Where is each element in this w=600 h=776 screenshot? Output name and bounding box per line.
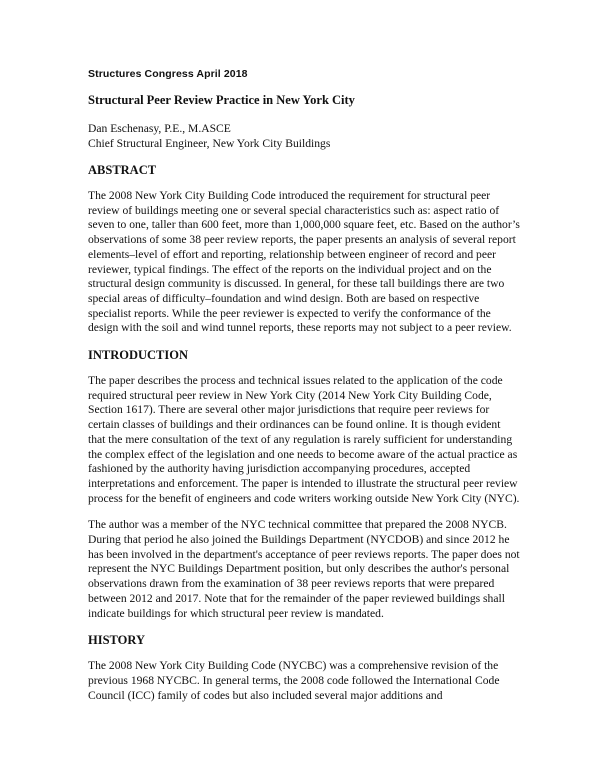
author-name: Dan Eschenasy, P.E., M.ASCE [88,122,231,135]
conference-label: Structures Congress April 2018 [88,68,248,80]
abstract-heading: ABSTRACT [88,163,157,177]
history-heading: HISTORY [88,633,145,648]
introduction-heading: INTRODUCTION [88,348,189,363]
introduction-paragraph-1: The paper describes the process and technical issues related to the application of the code required structural peer review in New York City (2014 New York City Building Code, Section 1617). There are several other major jurisdictions that require peer reviews for certain classes of buildings and their ordinances can be found online. It is though evident that the mere consultation of the text of any regulation is rarely sufficient for understanding the complex effect of the legislation and one needs to become aware of the actual practice as fashioned by the authority having jurisdiction accompanying procedures, accepted interpretations and enforcement. The paper is intended to illustrate the structural peer review process for the benefit of engineers and code writers working outside New York City (NYC). [88,374,520,505]
abstract-paragraph: The 2008 New York City Building Code introduced the requirement for structural peer review of buildings meeting one or several special characteristics such as: aspect ratio of seven to one, taller than 600 feet, more than 1,000,000 square feet, etc. Based on the author’s observations of some 38 peer review reports, the paper presents an analysis of several report elements–level of effort and reporting, relationship between engineer of record and peer reviewer, typical findings. The effect of the reports on the individual project and on the structural design community is discussed. In general, for these tall buildings there are two special areas of difficulty–foundation and wind design. Both are based on respective specialist reports. While the peer reviewer is expected to verify the conformance of the design with the soil and wind tunnel reports, these reports may not subject to a peer review. [88,189,520,335]
history-paragraph: The 2008 New York City Building Code (NYCBC) was a comprehensive revision of the previous 1968 NYCBC. In general terms, the 2008 code followed the International Code Council (ICC) family of codes but also included several major additions and [88,659,500,702]
paper-page [88,68,520,715]
paper-title: Structural Peer Review Practice in New York City [88,93,355,107]
introduction-paragraph-2: The author was a member of the NYC technical committee that prepared the 2008 NYCB. During that period he also joined the Buildings Department (NYCDOB) and since 2012 he has been involved in the department's acceptance of peer reviews reports. The paper does not represent the NYC Buildings Department position, but only describes the author's personal observations drawn from the examination of 38 peer reviews reports that were prepared between 2012 and 2017. Note that for the remainder of the paper reviewed buildings shall indicate buildings for which structural peer review is mandated. [88,518,520,620]
author-affiliation: Chief Structural Engineer, New York City Buildings [88,137,331,150]
